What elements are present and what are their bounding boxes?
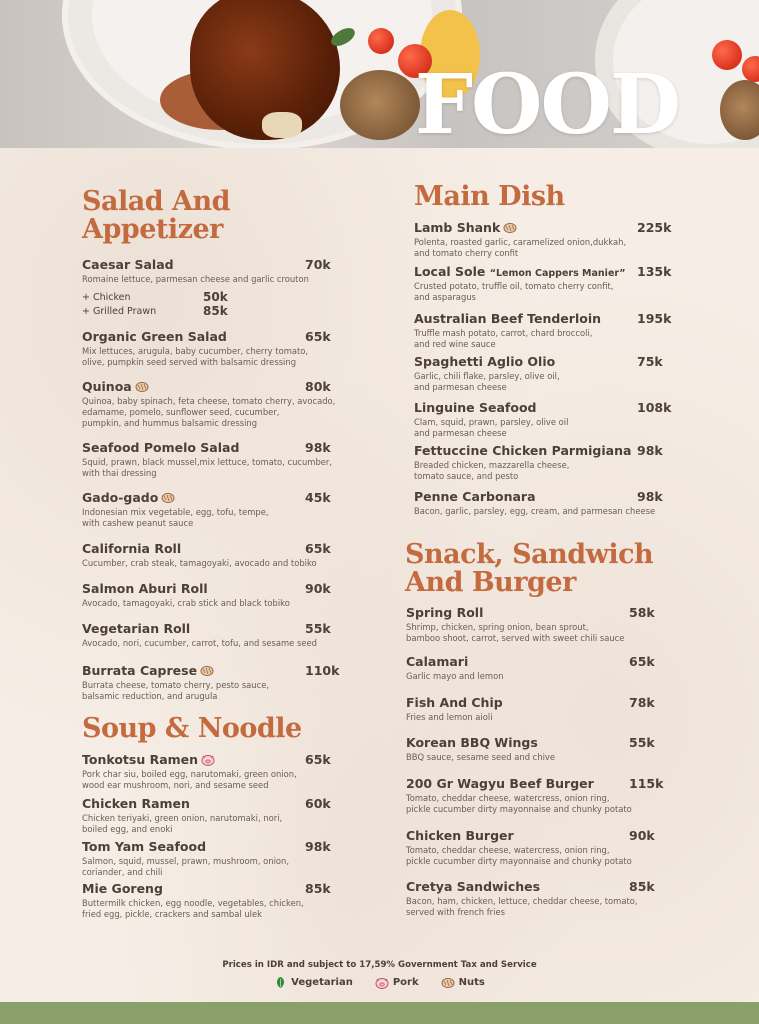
menu-item <box>82 621 317 649</box>
item-price: 65k <box>305 541 331 556</box>
pig-icon <box>201 754 215 766</box>
legend-nuts <box>441 976 485 989</box>
item-name: Spaghetti Aglio Olio <box>414 354 556 369</box>
item-desc: Bacon, ham, chicken, lettuce, cheddar cheese, tomato, served with french fries <box>406 896 638 917</box>
nut-icon <box>161 492 175 504</box>
item-price: 55k <box>629 735 655 750</box>
menu-item <box>406 735 555 763</box>
item-name-sub: “Lemon Cappers Manier” <box>489 268 626 279</box>
item-name: Fettuccine Chicken Parmigiana <box>414 443 632 458</box>
item-price: 98k <box>305 839 331 854</box>
menu-item <box>406 654 504 682</box>
item-name: Vegetarian Roll <box>82 621 191 636</box>
item-price: 70k <box>305 257 331 272</box>
item-price: 65k <box>305 329 331 344</box>
item-price: 98k <box>637 489 663 504</box>
item-name: Chicken Burger <box>406 828 514 843</box>
nut-icon <box>200 665 214 677</box>
nut-icon <box>135 381 149 393</box>
menu-item <box>82 752 297 791</box>
legend-vegetarian <box>274 976 353 989</box>
item-name: Quinoa <box>82 379 132 394</box>
item-desc: Clam, squid, prawn, parsley, olive oil and parmesan cheese <box>414 417 569 438</box>
item-name: Spring Roll <box>406 605 484 620</box>
item-desc: Squid, prawn, black mussel,mix lettuce, tomato, cucumber, with thai dressing <box>82 457 333 478</box>
item-price: 110k <box>305 663 340 678</box>
item-name: Fish And Chip <box>406 695 503 710</box>
menu-item <box>82 796 282 835</box>
item-price: 60k <box>305 796 331 811</box>
bone-graphic <box>262 112 302 138</box>
item-desc: Garlic, chili flake, parsley, olive oil, and parmesan cheese <box>414 371 560 392</box>
dietary-legend <box>0 976 759 989</box>
addon-price: 50k <box>203 290 228 304</box>
menu-item <box>406 695 503 723</box>
legend-pork <box>375 976 419 989</box>
item-price: 55k <box>305 621 331 636</box>
item-price: 85k <box>629 879 655 894</box>
legend-label: Pork <box>392 977 419 988</box>
tomato-graphic <box>368 28 394 54</box>
item-name: Penne Carbonara <box>414 489 536 504</box>
menu-item <box>414 400 568 439</box>
item-desc: Avocado, tamagoyaki, crab stick and black tobiko <box>82 598 290 608</box>
item-name: 200 Gr Wagyu Beef Burger <box>406 776 594 791</box>
item-price: 80k <box>305 379 331 394</box>
item-desc: Polenta, roasted garlic, caramelized onion,dukkah, and tomato cherry confit <box>414 237 627 258</box>
item-price: 135k <box>637 264 672 279</box>
item-name: Seafood Pomelo Salad <box>82 440 240 455</box>
item-name: Tonkotsu Ramen <box>82 752 199 767</box>
item-desc: Fries and lemon aioli <box>406 712 493 722</box>
section-title-salad: Salad And Appetizer <box>82 186 230 245</box>
bottom-bar <box>0 1002 759 1024</box>
item-name: Australian Beef Tenderloin <box>414 311 602 326</box>
item-price: 90k <box>305 581 331 596</box>
item-price: 65k <box>305 752 331 767</box>
item-name: California Roll <box>82 541 182 556</box>
item-name: Gado-gado <box>82 490 159 505</box>
item-price: 78k <box>629 695 655 710</box>
item-desc: Bacon, garlic, parsley, egg, cream, and parmesan cheese <box>414 506 656 516</box>
item-price: 195k <box>637 311 672 326</box>
menu-item <box>406 879 638 918</box>
item-name: Mie Goreng <box>82 881 163 896</box>
menu-item <box>82 329 308 368</box>
tax-note: Prices in IDR and subject to 17,59% Government Tax and Service <box>222 960 537 970</box>
item-price: 65k <box>629 654 655 669</box>
page-title: FOOD <box>414 57 679 153</box>
menu-item <box>82 881 304 920</box>
item-name: Chicken Ramen <box>82 796 190 811</box>
addon-name: + Grilled Prawn <box>82 306 157 317</box>
section-title-main: Main Dish <box>414 181 565 212</box>
item-desc: Buttermilk chicken, egg noodle, vegetables, chicken, fried egg, pickle, crackers and sambal ulek <box>82 898 304 919</box>
item-desc: Cucumber, crab steak, tamagoyaki, avocado and tobiko <box>82 558 317 568</box>
item-desc: Burrata cheese, tomato cherry, pesto sauce, balsamic reduction, and arugula <box>82 680 270 701</box>
item-price: 75k <box>637 354 663 369</box>
item-desc: Shrimp, chicken, spring onion, bean sprout, bamboo shoot, carrot, served with sweet chili sauce <box>406 622 625 643</box>
menu-item <box>406 776 632 815</box>
menu-item <box>414 220 626 259</box>
legend-label: Nuts <box>458 977 485 988</box>
item-name: Local Sole <box>414 264 486 279</box>
menu-item <box>414 443 631 482</box>
menu-item <box>82 581 290 609</box>
menu-item <box>82 440 332 479</box>
item-price: 98k <box>305 440 331 455</box>
item-name: Cretya Sandwiches <box>406 879 541 894</box>
item-desc: Crusted potato, truffle oil, tomato cherry confit, and asparagus <box>414 281 614 302</box>
leaf-icon <box>274 976 287 989</box>
menu-item <box>414 489 655 517</box>
menu-item <box>406 605 624 644</box>
item-desc: BBQ sauce, sesame seed and chive <box>406 752 556 762</box>
item-name: Caesar Salad <box>82 257 174 272</box>
item-price: 45k <box>305 490 331 505</box>
addon-name: + Chicken <box>82 292 131 303</box>
nut-icon <box>503 222 517 234</box>
menu-item <box>82 379 335 429</box>
item-price: 90k <box>629 828 655 843</box>
item-price: 225k <box>637 220 672 235</box>
menu-item <box>82 490 269 529</box>
item-desc: Mix lettuces, arugula, baby cucumber, cherry tomato, olive, pumpkin seed served with balsamic dressing <box>82 346 309 367</box>
item-desc: Truffle mash potato, carrot, chard broccoli, and red wine sauce <box>414 328 593 349</box>
nut-icon <box>441 977 455 989</box>
item-name: Linguine Seafood <box>414 400 537 415</box>
item-desc: Garlic mayo and lemon <box>406 671 504 681</box>
menu-item <box>82 663 269 702</box>
pig-icon <box>375 977 389 989</box>
item-name: Burrata Caprese <box>82 663 198 678</box>
item-desc: Tomato, cheddar cheese, watercress, onion ring, pickle cucumber dirty mayonnaise and chunky potato <box>406 793 632 814</box>
garlic-graphic <box>340 70 420 140</box>
item-name: Korean BBQ Wings <box>406 735 538 750</box>
item-name: Calamari <box>406 654 469 669</box>
item-name: Organic Green Salad <box>82 329 227 344</box>
item-desc: Salmon, squid, mussel, prawn, mushroom, onion, coriander, and chili <box>82 856 289 877</box>
tomato-graphic <box>712 40 742 70</box>
item-name: Salmon Aburi Roll <box>82 581 208 596</box>
menu-item <box>414 264 626 303</box>
item-price: 58k <box>629 605 655 620</box>
menu-item <box>406 828 632 867</box>
menu-item <box>82 839 289 878</box>
item-desc: Indonesian mix vegetable, egg, tofu, tempe, with cashew peanut sauce <box>82 507 269 528</box>
menu-item <box>414 354 560 393</box>
menu-item <box>82 257 309 285</box>
legend-label: Vegetarian <box>291 977 353 988</box>
item-name: Tom Yam Seafood <box>82 839 207 854</box>
item-desc: Romaine lettuce, parmesan cheese and garlic crouton <box>82 274 309 284</box>
item-desc: Quinoa, baby spinach, feta cheese, tomato cherry, avocado, edamame, pomelo, sunflower seed, cucumber, pumpkin, and hummus balsamic dressing <box>82 396 336 428</box>
addon-price: 85k <box>203 304 228 318</box>
item-desc: Avocado, nori, cucumber, carrot, tofu, and sesame seed <box>82 638 317 648</box>
item-price: 108k <box>637 400 672 415</box>
item-desc: Chicken teriyaki, green onion, narutomaki, nori, boiled egg, and enoki <box>82 813 283 834</box>
item-name: Lamb Shank <box>414 220 501 235</box>
item-price: 85k <box>305 881 331 896</box>
item-desc: Pork char siu, boiled egg, narutomaki, green onion, wood ear mushroom, nori, and sesame seed <box>82 769 297 790</box>
section-title-snack: Snack, Sandwich And Burger <box>405 539 654 598</box>
item-desc: Breaded chicken, mazzarella cheese, tomato sauce, and pesto <box>414 460 570 481</box>
item-price: 115k <box>629 776 664 791</box>
menu-item <box>414 311 601 350</box>
item-desc: Tomato, cheddar cheese, watercress, onion ring, pickle cucumber dirty mayonnaise and chunky potato <box>406 845 632 866</box>
menu-item <box>82 541 317 569</box>
section-title-soup: Soup & Noodle <box>82 713 302 744</box>
item-price: 98k <box>637 443 663 458</box>
